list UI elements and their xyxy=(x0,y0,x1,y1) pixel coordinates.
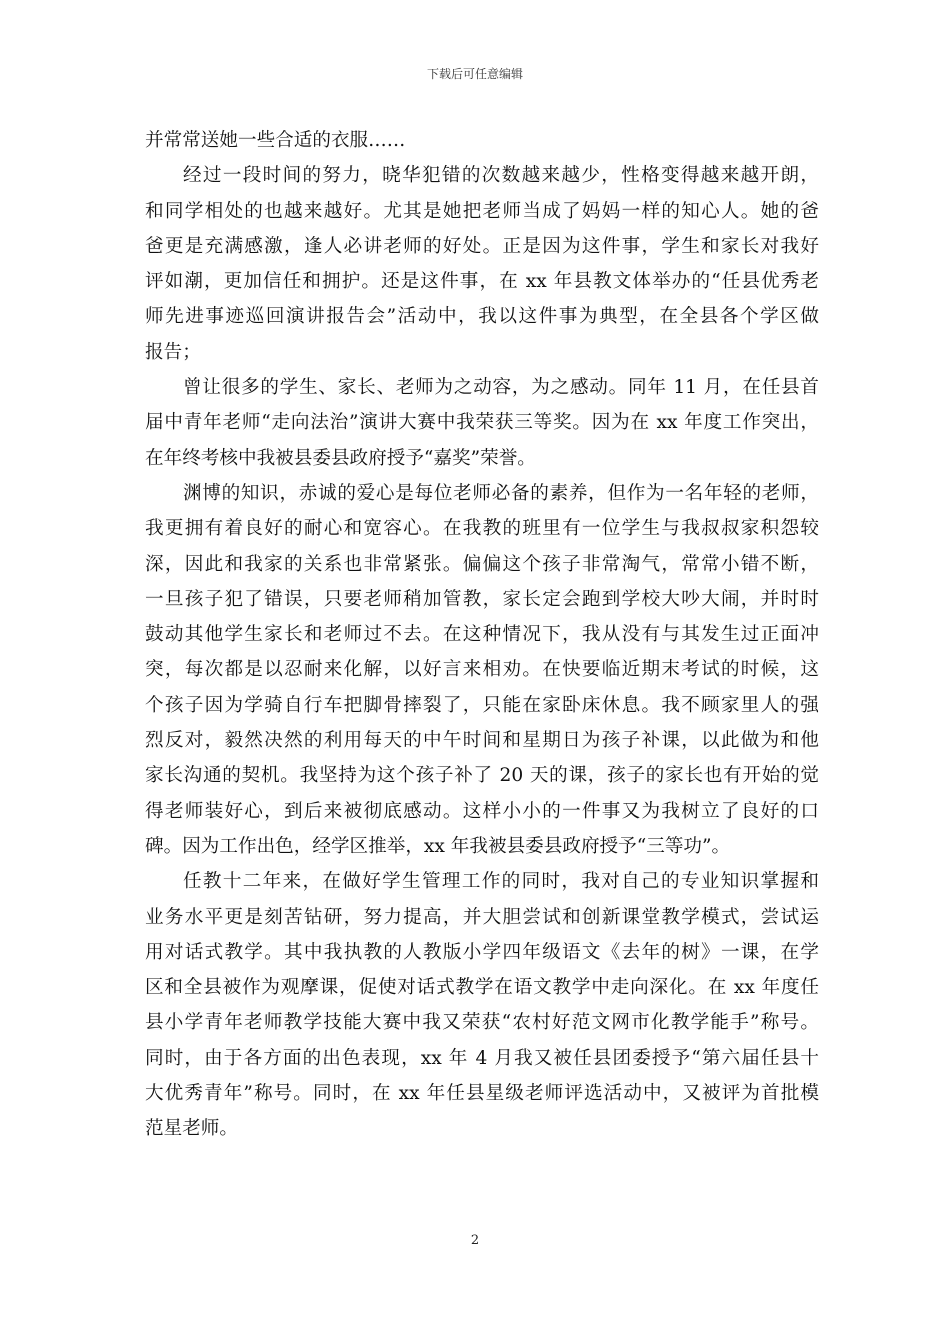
text-line: 渊博的知识，赤诚的爱心是每位老师必备的素养，但作为一名年轻的老师， xyxy=(183,482,819,504)
text-line: 评如潮，更加信任和拥护。还是这件事，在 xx 年县教文体举办的“任县优秀老 xyxy=(145,271,819,293)
text-line: 和同学相处的也越来越好。尤其是她把老师当成了妈妈一样的知心人。她的爸 xyxy=(145,200,819,222)
text-line: 同时，由于各方面的出色表现，xx 年 4 月我又被任县团委授予“第六届任县十 xyxy=(145,1047,819,1069)
text-line: 家长沟通的契机。我坚持为这个孩子补了 20 天的课，孩子的家长也有开始的觉 xyxy=(145,765,819,787)
text-line: 个孩子因为学骑自行车把脚骨摔裂了，只能在家卧床休息。我不顾家里人的强 xyxy=(145,694,819,716)
text-line: 任教十二年来，在做好学生管理工作的同时，我对自己的专业知识掌握和 xyxy=(183,871,819,893)
text-line: 并常常送她一些合适的衣服…… xyxy=(145,130,406,151)
page-header: 下载后可任意编辑 xyxy=(426,67,523,81)
text-line: 深，因此和我家的关系也非常紧张。偏偏这个孩子非常淘气，常常小错不断， xyxy=(145,553,819,575)
text-line: 突，每次都是以忍耐来化解，以好言来相劝。在快要临近期末考试的时候，这 xyxy=(145,659,819,681)
text-line: 烈反对，毅然决然的利用每天的中午时间和星期日为孩子补课，以此做为和他 xyxy=(145,730,819,752)
text-line: 业务水平更是刻苦钻研，努力提高，并大胆尝试和创新课堂教学模式，尝试运 xyxy=(145,906,819,928)
text-line: 爸更是充满感激，逢人必讲老师的好处。正是因为这件事，学生和家长对我好 xyxy=(145,235,819,257)
text-line: 用对话式教学。其中我执教的人教版小学四年级语文《去年的树》一课，在学 xyxy=(145,941,819,963)
text-line: 在年终考核中我被县委县政府授予“嘉奖”荣誉。 xyxy=(145,447,536,469)
text-line: 我更拥有着良好的耐心和宽容心。在我教的班里有一位学生与我叔叔家积怨较 xyxy=(145,518,819,540)
text-line: 得老师装好心，到后来被彻底感动。这样小小的一件事又为我树立了良好的口 xyxy=(145,800,819,822)
text-line: 经过一段时间的努力，晓华犯错的次数越来越少，性格变得越来越开朗， xyxy=(183,165,819,187)
text-line: 届中青年老师“走向法治”演讲大赛中我荣获三等奖。因为在 xx 年度工作突出， xyxy=(145,412,819,434)
text-line: 县小学青年老师教学技能大赛中我又荣获“农村好范文网市化教学能手”称号。 xyxy=(145,1012,819,1034)
text-line: 一旦孩子犯了错误，只要老师稍加管教，家长定会跑到学校大吵大闹，并时时 xyxy=(145,588,819,610)
text-line: 碑。因为工作出色，经学区推举，xx 年我被县委县政府授予“三等功”。 xyxy=(145,835,731,857)
text-line: 范星老师。 xyxy=(145,1118,238,1140)
text-line: 区和全县被作为观摩课，促使对话式教学在语文教学中走向深化。在 xx 年度任 xyxy=(145,977,819,999)
document-body xyxy=(145,123,819,1147)
text-line: 报告； xyxy=(145,341,201,363)
text-line: 鼓动其他学生家长和老师过不去。在这种情况下，我从没有与其发生过正面冲 xyxy=(145,624,819,646)
text-line: 师先进事迹巡回演讲报告会”活动中，我以这件事为典型，在全县各个学区做 xyxy=(145,306,819,328)
text-line: 大优秀青年”称号。同时，在 xx 年任县星级老师评选活动中，又被评为首批模 xyxy=(145,1083,819,1105)
text-line: 曾让很多的学生、家长、老师为之动容，为之感动。同年 11 月，在任县首 xyxy=(183,377,819,399)
page-number: 2 xyxy=(470,1233,480,1248)
